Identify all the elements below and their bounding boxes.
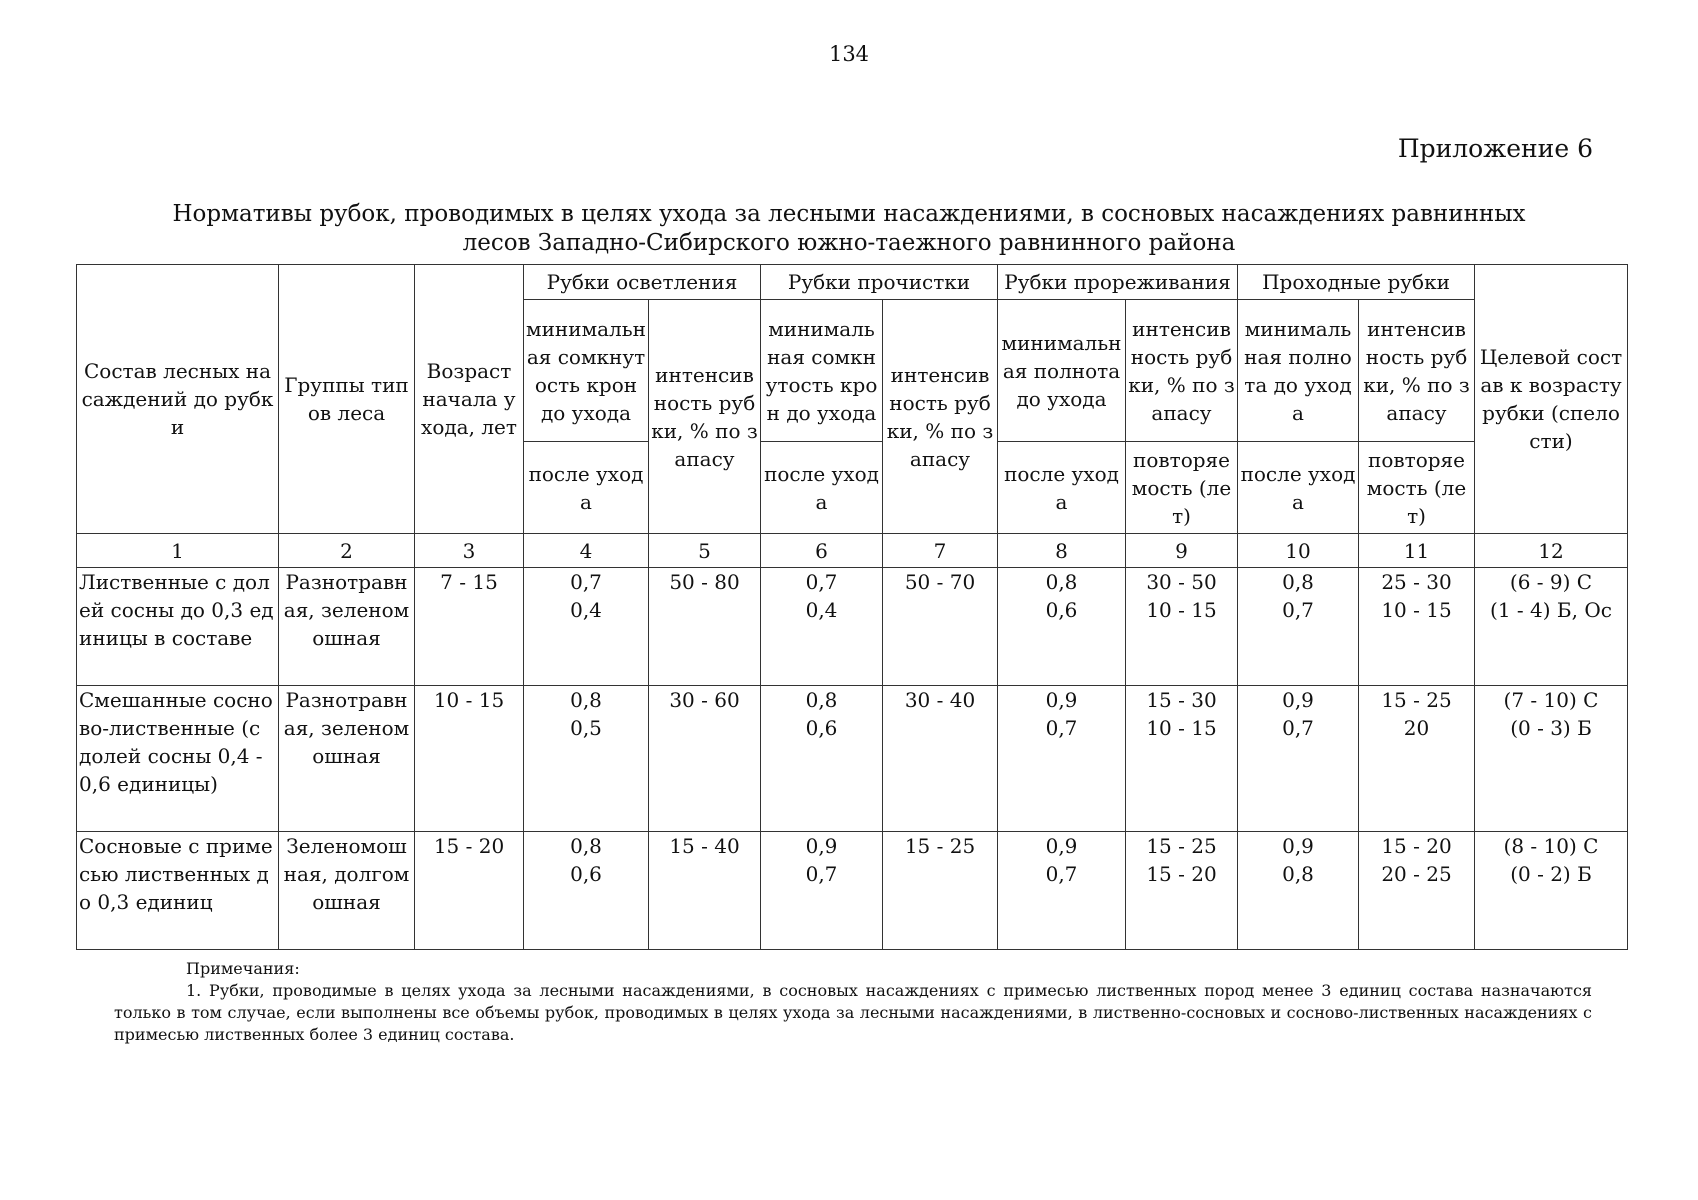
- cell-value: 0,9 0,7: [1238, 686, 1359, 832]
- appendix-label: Приложение 6: [1397, 134, 1593, 163]
- cell-composition: Лиственные с долей сосны до 0,3 единицы в составе: [77, 568, 279, 686]
- header-intensity-lightening: интенсивность рубки, % по запасу: [649, 300, 761, 534]
- cell-value: 0,8 0,6: [524, 832, 649, 950]
- column-number: 1: [77, 534, 279, 568]
- cell-value: 15 - 25 20: [1359, 686, 1475, 832]
- cell-value: 0,8 0,5: [524, 686, 649, 832]
- cell-composition: Сосновые с примесью лиственных до 0,3 единиц: [77, 832, 279, 950]
- norms-table: [76, 264, 1628, 950]
- header-lightening: Рубки осветления: [524, 265, 761, 300]
- cell-value: 0,8 0,6: [761, 686, 883, 832]
- header-thinning: Рубки прореживания: [998, 265, 1238, 300]
- title-line-1: Нормативы рубок, проводимых в целях ухода за лесными насаждениями, в сосновых насаждениях равнинных: [172, 201, 1526, 227]
- cell-value: 15 - 40: [649, 832, 761, 950]
- cell-value: 0,8 0,7: [1238, 568, 1359, 686]
- header-row-groups: [77, 265, 1628, 300]
- column-number: 8: [998, 534, 1126, 568]
- cell-value: 0,8 0,6: [998, 568, 1126, 686]
- header-after-care-passing: после ухода: [1238, 442, 1359, 534]
- notes: [114, 958, 1592, 1046]
- header-start-age: Возраст начала ухода, лет: [415, 265, 524, 534]
- title-line-2: лесов Западно-Сибирского южно-таежного равнинного района: [462, 230, 1236, 256]
- cell-forest-type: Разнотравная, зеленомошная: [279, 686, 415, 832]
- cell-value: 15 - 25 15 - 20: [1126, 832, 1238, 950]
- cell-target: (8 - 10) С (0 - 2) Б: [1475, 832, 1628, 950]
- cell-value: 30 - 50 10 - 15: [1126, 568, 1238, 686]
- header-repeat-thinning: повторяемость (лет): [1126, 442, 1238, 534]
- header-composition: Состав лесных насаждений до рубки: [77, 265, 279, 534]
- column-number: 3: [415, 534, 524, 568]
- cell-start-age: 7 - 15: [415, 568, 524, 686]
- header-min-density-thinning: минимальная полнота до ухода: [998, 300, 1126, 442]
- header-intensity-passing: интенсивность рубки, % по запасу: [1359, 300, 1475, 442]
- column-number: 9: [1126, 534, 1238, 568]
- table-row: [77, 832, 1628, 950]
- header-min-density-passing: минимальная полнота до ухода: [1238, 300, 1359, 442]
- cell-forest-type: Зеленомошная, долгомошная: [279, 832, 415, 950]
- header-cleaning: Рубки прочистки: [761, 265, 998, 300]
- header-after-care-thinning: после ухода: [998, 442, 1126, 534]
- cell-composition: Смешанные сосново-лиственные (с долей сосны 0,4 - 0,6 единицы): [77, 686, 279, 832]
- notes-text: 1. Рубки, проводимые в целях ухода за лесными насаждениями, в сосновых насаждениях с примесью лиственных пород менее 3 единиц состава назначаются только в том случае, если выполнены все объемы рубок, проводимых в целях ухода за лесными насаждениями, в лиственно-сосновых и сосново-лиственных насаждениях с примесью лиственных более 3 единиц состава.: [114, 981, 1592, 1044]
- notes-heading: Примечания:: [186, 959, 300, 978]
- cell-value: 15 - 20 20 - 25: [1359, 832, 1475, 950]
- column-number: 5: [649, 534, 761, 568]
- cell-value: 15 - 25: [883, 832, 998, 950]
- header-min-closure-cleaning: минимальная сомкнутость крон до ухода: [761, 300, 883, 442]
- header-after-care-cleaning: после ухода: [761, 442, 883, 534]
- header-target: Целевой состав к возрасту рубки (спелости): [1475, 265, 1628, 534]
- cell-value: 0,9 0,7: [998, 686, 1126, 832]
- column-number: 10: [1238, 534, 1359, 568]
- header-after-care-lightening: после ухода: [524, 442, 649, 534]
- header-forest-type-groups: Группы типов леса: [279, 265, 415, 534]
- page-number: 134: [828, 42, 870, 66]
- cell-value: 0,7 0,4: [524, 568, 649, 686]
- column-number: 2: [279, 534, 415, 568]
- header-repeat-passing: повторяемость (лет): [1359, 442, 1475, 534]
- cell-value: 50 - 80: [649, 568, 761, 686]
- column-number: 12: [1475, 534, 1628, 568]
- document-title: [0, 200, 1698, 258]
- cell-value: 0,9 0,7: [998, 832, 1126, 950]
- cell-value: 0,7 0,4: [761, 568, 883, 686]
- header-intensity-cleaning: интенсивность рубки, % по запасу: [883, 300, 998, 534]
- cell-start-age: 10 - 15: [415, 686, 524, 832]
- header-min-closure-lightening: минимальная сомкнутость крон до ухода: [524, 300, 649, 442]
- column-number: 7: [883, 534, 998, 568]
- cell-value: 30 - 60: [649, 686, 761, 832]
- cell-value: 25 - 30 10 - 15: [1359, 568, 1475, 686]
- table-row: [77, 686, 1628, 832]
- cell-target: (6 - 9) С (1 - 4) Б, Ос: [1475, 568, 1628, 686]
- cell-start-age: 15 - 20: [415, 832, 524, 950]
- cell-value: 15 - 30 10 - 15: [1126, 686, 1238, 832]
- cell-value: 30 - 40: [883, 686, 998, 832]
- cell-forest-type: Разнотравная, зеленомошная: [279, 568, 415, 686]
- cell-target: (7 - 10) С (0 - 3) Б: [1475, 686, 1628, 832]
- column-number: 4: [524, 534, 649, 568]
- column-number-row: [77, 534, 1628, 568]
- header-passing: Проходные рубки: [1238, 265, 1475, 300]
- column-number: 6: [761, 534, 883, 568]
- cell-value: 50 - 70: [883, 568, 998, 686]
- cell-value: 0,9 0,8: [1238, 832, 1359, 950]
- header-intensity-thinning: интенсивность рубки, % по запасу: [1126, 300, 1238, 442]
- cell-value: 0,9 0,7: [761, 832, 883, 950]
- column-number: 11: [1359, 534, 1475, 568]
- table-row: [77, 568, 1628, 686]
